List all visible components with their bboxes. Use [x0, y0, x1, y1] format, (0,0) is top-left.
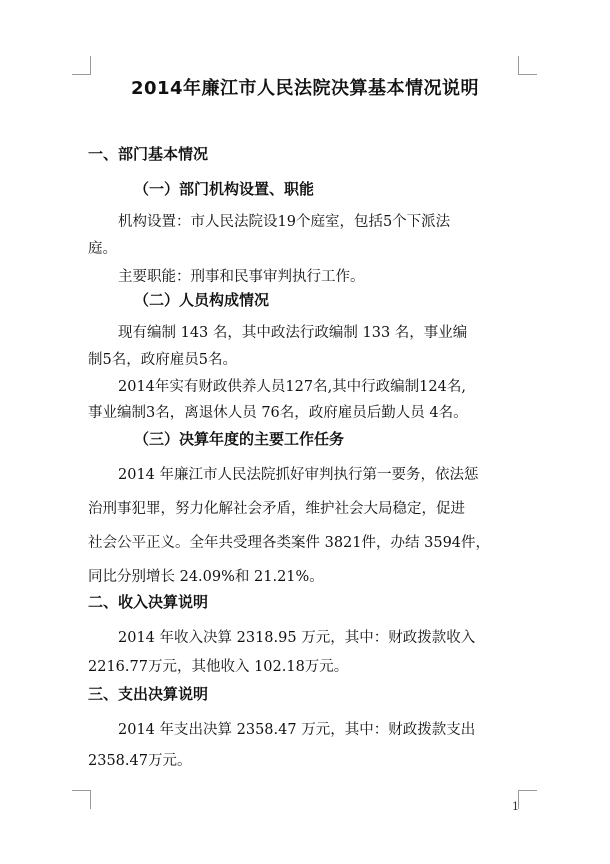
- subsection-heading-tasks: （三）决算年度的主要工作任务: [134, 430, 345, 448]
- paragraph-line: 2014年实有财政供养人员127名,其中行政编制124名,: [118, 379, 466, 395]
- subsection-heading-staff: （二）人员构成情况: [134, 291, 270, 309]
- paragraph-line: 庭。: [88, 241, 117, 257]
- paragraph-line: 治刑事犯罪，努力化解社会矛盾，维护社会大局稳定，促进: [88, 501, 465, 517]
- paragraph-line: 社会公平正义。全年共受理各类案件 3821件，办结 3594件，: [88, 535, 491, 551]
- paragraph-line: 机构设置：市人民法院设19个庭室，包括5个下派法: [118, 214, 451, 230]
- paragraph-line: 2014 年支出决算 2358.47 万元，其中：财政拨款支出: [118, 722, 476, 738]
- paragraph-line: 2216.77万元，其他收入 102.18万元。: [88, 659, 349, 675]
- paragraph-line: 2358.47万元。: [88, 753, 192, 769]
- page-number: 1: [512, 800, 519, 813]
- section-heading-income: 二、收入决算说明: [88, 593, 209, 611]
- paragraph-line: 现有编制 143 名，其中政法行政编制 133 名，事业编: [118, 325, 468, 341]
- crop-mark-bottom-left: [72, 790, 91, 809]
- paragraph-line: 同比分别增长 24.09%和 21.21%。: [88, 569, 324, 585]
- paragraph-line: 2014 年廉江市人民法院抓好审判执行第一要务，依法惩: [118, 467, 479, 483]
- paragraph-line: 事业编制3名，离退休人员 76名，政府雇员后勤人员 4名。: [88, 405, 468, 421]
- section-heading-expenditure: 三、支出决算说明: [88, 685, 209, 703]
- section-heading-basic-info: 一、部门基本情况: [88, 145, 209, 163]
- crop-mark-top-right: [518, 56, 537, 75]
- paragraph-line: 主要职能：刑事和民事审判执行工作。: [118, 269, 365, 285]
- subsection-heading-organization: （一）部门机构设置、职能: [134, 180, 315, 198]
- paragraph-line: 制5名，政府雇员5名。: [88, 352, 237, 368]
- crop-mark-bottom-right: [518, 790, 537, 809]
- paragraph-line: 2014 年收入决算 2318.95 万元，其中：财政拨款收入: [118, 630, 476, 646]
- page-title: 2014年廉江市人民法院决算基本情况说明: [130, 78, 480, 99]
- crop-mark-top-left: [72, 56, 91, 75]
